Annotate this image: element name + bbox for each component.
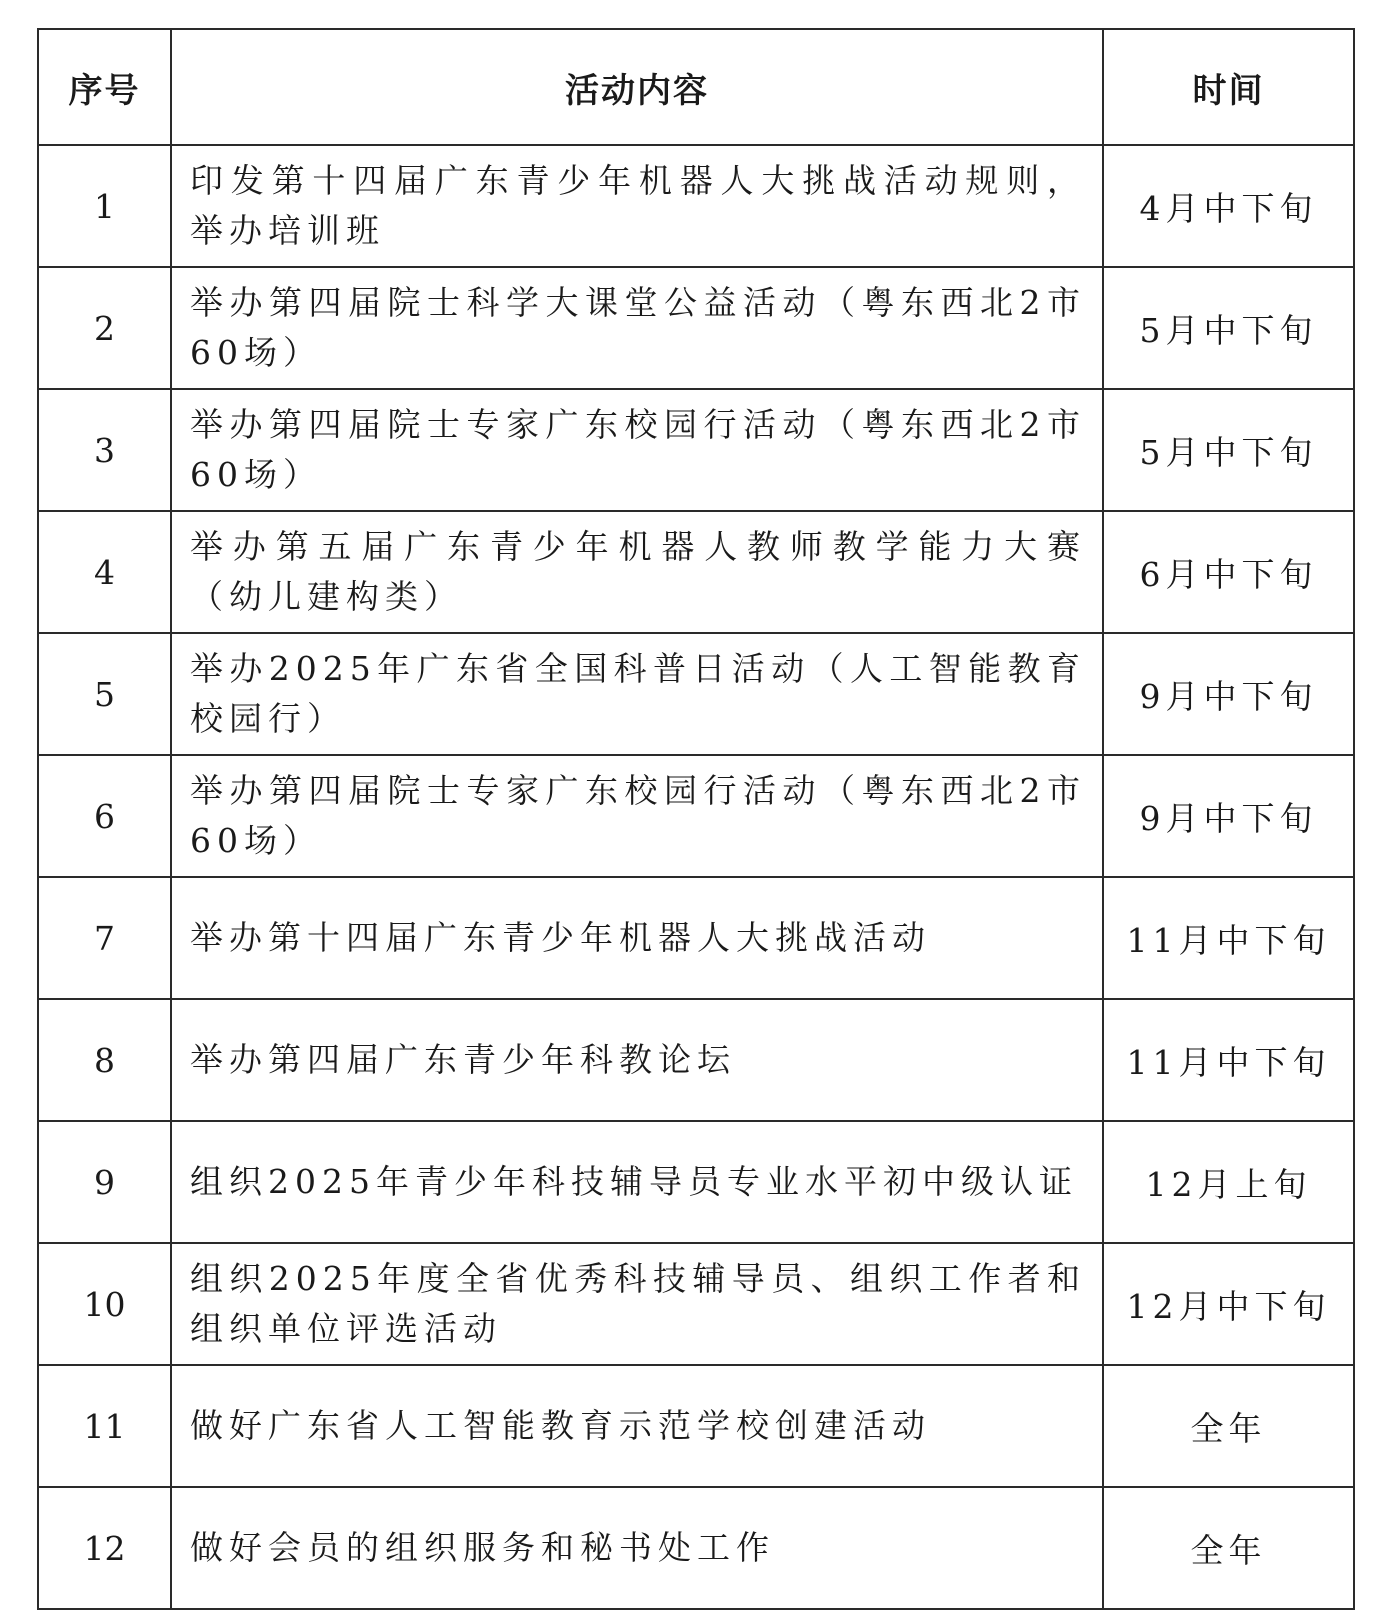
row-activity: 举办第四届院士科学大课堂公益活动（粤东西北2市60场） — [171, 267, 1103, 389]
row-activity: 举办第五届广东青少年机器人教师教学能力大赛（幼儿建构类） — [171, 511, 1103, 633]
row-number: 9 — [38, 1121, 171, 1243]
row-number: 11 — [38, 1365, 171, 1487]
row-time: 12月上旬 — [1103, 1121, 1354, 1243]
table-row — [38, 633, 1354, 755]
table-row — [38, 145, 1354, 267]
header-time: 时间 — [1103, 29, 1354, 145]
row-number: 3 — [38, 389, 171, 511]
row-activity: 做好会员的组织服务和秘书处工作 — [171, 1487, 1103, 1609]
row-time: 全年 — [1103, 1487, 1354, 1609]
row-time: 全年 — [1103, 1365, 1354, 1487]
row-number: 5 — [38, 633, 171, 755]
table-row — [38, 1365, 1354, 1487]
row-activity: 举办第十四届广东青少年机器人大挑战活动 — [171, 877, 1103, 999]
row-activity: 组织2025年度全省优秀科技辅导员、组织工作者和组织单位评选活动 — [171, 1243, 1103, 1365]
row-number: 10 — [38, 1243, 171, 1365]
table-row — [38, 877, 1354, 999]
row-time: 12月中下旬 — [1103, 1243, 1354, 1365]
row-activity: 组织2025年青少年科技辅导员专业水平初中级认证 — [171, 1121, 1103, 1243]
row-activity: 做好广东省人工智能教育示范学校创建活动 — [171, 1365, 1103, 1487]
row-time: 9月中下旬 — [1103, 633, 1354, 755]
header-serial-number: 序号 — [38, 29, 171, 145]
row-activity: 印发第十四届广东青少年机器人大挑战活动规则，举办培训班 — [171, 145, 1103, 267]
row-number: 8 — [38, 999, 171, 1121]
table-row — [38, 1487, 1354, 1609]
row-number: 4 — [38, 511, 171, 633]
row-number: 12 — [38, 1487, 171, 1609]
row-time: 11月中下旬 — [1103, 999, 1354, 1121]
table-row — [38, 267, 1354, 389]
row-number: 2 — [38, 267, 171, 389]
header-activity-content: 活动内容 — [171, 29, 1103, 145]
row-number: 7 — [38, 877, 171, 999]
row-number: 6 — [38, 755, 171, 877]
row-activity: 举办第四届院士专家广东校园行活动（粤东西北2市60场） — [171, 389, 1103, 511]
row-time: 5月中下旬 — [1103, 389, 1354, 511]
table-row — [38, 511, 1354, 633]
table-row — [38, 1243, 1354, 1365]
table-row — [38, 389, 1354, 511]
row-activity: 举办第四届院士专家广东校园行活动（粤东西北2市60场） — [171, 755, 1103, 877]
row-time: 11月中下旬 — [1103, 877, 1354, 999]
table-row — [38, 755, 1354, 877]
table-header-row — [38, 29, 1354, 145]
table-row — [38, 1121, 1354, 1243]
row-time: 5月中下旬 — [1103, 267, 1354, 389]
table-row — [38, 999, 1354, 1121]
row-time: 9月中下旬 — [1103, 755, 1354, 877]
row-activity: 举办第四届广东青少年科教论坛 — [171, 999, 1103, 1121]
row-number: 1 — [38, 145, 171, 267]
row-activity: 举办2025年广东省全国科普日活动（人工智能教育校园行） — [171, 633, 1103, 755]
row-time: 6月中下旬 — [1103, 511, 1354, 633]
row-time: 4月中下旬 — [1103, 145, 1354, 267]
activity-schedule-table — [37, 28, 1355, 1610]
